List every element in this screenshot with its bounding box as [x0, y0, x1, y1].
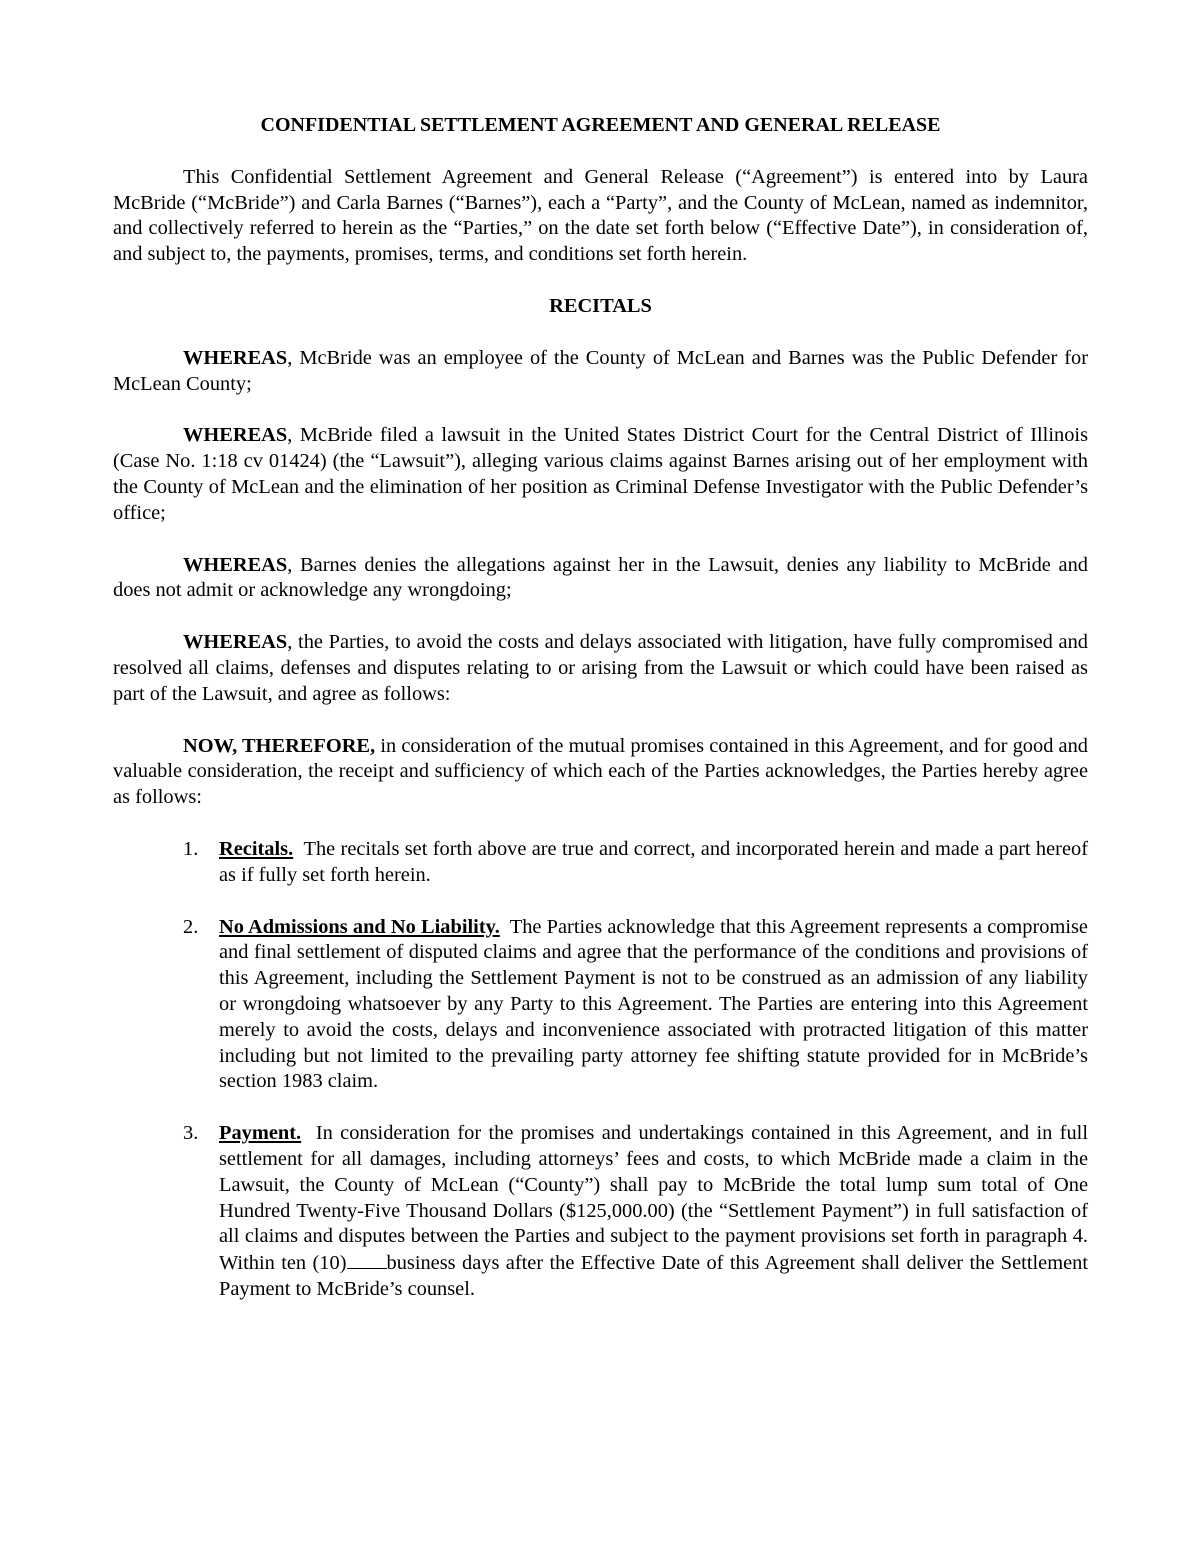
intro-paragraph: This Confidential Settlement Agreement and General Release (“Agreement”) is entered into by Laura McBride (“McBride”) and Carla Barnes (“Barnes”), each a “Party”, and the County of McLean, named as indemnitor, and collectively referred to herein as the “Parties,” on the date set forth below (“Effective Date”), in consideration of, and subject to, the payments, promises, terms, and conditions set forth herein.: [113, 165, 1088, 266]
term-item-recitals: [113, 837, 1094, 889]
now-therefore-lead: NOW, THEREFORE,: [183, 734, 376, 757]
whereas-text: , McBride was an employee of the County of McLean and Barnes was the Public Defender for McLean County;: [113, 346, 1088, 395]
whereas-text: , Barnes denies the allegations against her in the Lawsuit, denies any liability to McBride and does not admit or acknowledge any wrongdoing;: [113, 553, 1088, 602]
now-therefore-text: in consideration of the mutual promises contained in this Agreement, and for good and valuable consideration, the receipt and sufficiency of which each of the Parties acknowledges, the Parties hereby agree as follows:: [113, 734, 1089, 809]
whereas-paragraph-2: [113, 423, 1088, 526]
term-text: The recitals set forth above are true and correct, and incorporated herein and made a part hereof as if fully set forth herein.: [219, 837, 1094, 886]
term-text: In consideration for the promises and undertakings contained in this Agreement, and in full settlement for all damages, including attorneys’ fees and costs, to which McBride made a claim in the Lawsuit, the County of McLean (“County”) shall pay to McBride the total lump sum total of One Hundred Twenty-Five Thousand Dollars ($125,000.00) (the “Settlement Payment”) in full satisfaction of all claims and disputes between the Parties and subject to the payment provisions set forth in paragraph 4. Within ten (10): [219, 1122, 1099, 1275]
whereas-paragraph-3: [113, 553, 1088, 605]
terms-list: [113, 837, 1099, 1303]
term-heading: Payment.: [219, 1122, 302, 1145]
term-item-payment: [113, 1121, 1099, 1303]
document-page: [113, 113, 1099, 1329]
whereas-lead: WHEREAS: [183, 424, 288, 447]
whereas-lead: WHEREAS: [183, 553, 288, 576]
whereas-lead: WHEREAS: [183, 631, 288, 654]
term-number: 2.: [183, 915, 199, 938]
whereas-text: , the Parties, to avoid the costs and delays associated with litigation, have fully compromised and resolved all claims, defenses and disputes relating to or arising from the Lawsuit or which could have been raised as part of the Lawsuit, and agree as follows:: [113, 631, 1088, 705]
whereas-lead: WHEREAS: [183, 346, 288, 369]
document-title: CONFIDENTIAL SETTLEMENT AGREEMENT AND GENERAL RELEASE: [260, 114, 941, 136]
now-therefore-paragraph: [113, 734, 1088, 811]
term-text-after-blank: business days after the Effective Date of this Agreement shall deliver the Settlement Payment to McBride’s counsel.: [219, 1252, 1088, 1300]
term-text: The Parties acknowledge that this Agreement represents a compromise and final settlement of disputed claims and agree that the performance of the conditions and provisions of this Agreement, including the Settlement Payment is not to be construed as an admission of any liability or wrongdoing whatsoever by any Party to this Agreement. The Parties are entering into this Agreement merely to avoid the costs, delays and inconvenience associated with protracted litigation of this matter including but not limited to the prevailing party attorney fee shifting statute provided for in McBride’s section 1983 claim.: [219, 915, 1094, 1093]
term-item-no-admissions: [113, 915, 1094, 1096]
term-heading: Recitals.: [219, 837, 294, 860]
whereas-paragraph-4: [113, 630, 1088, 707]
whereas-text: , McBride filed a lawsuit in the United States District Court for the Central District of Illinois (Case No. 1:18 cv 01424) (the “Lawsuit”), alleging various claims against Barnes arising out of her employment with the County of McLean and the elimination of her position as Criminal Defense Investigator with the Public Defender’s office;: [113, 424, 1088, 524]
whereas-paragraph-1: [113, 346, 1088, 398]
recitals-heading: RECITALS: [549, 294, 652, 317]
term-number: 1.: [183, 837, 199, 860]
fill-in-blank: [347, 1250, 387, 1269]
term-heading: No Admissions and No Liability.: [219, 915, 500, 938]
term-number: 3.: [183, 1122, 199, 1145]
